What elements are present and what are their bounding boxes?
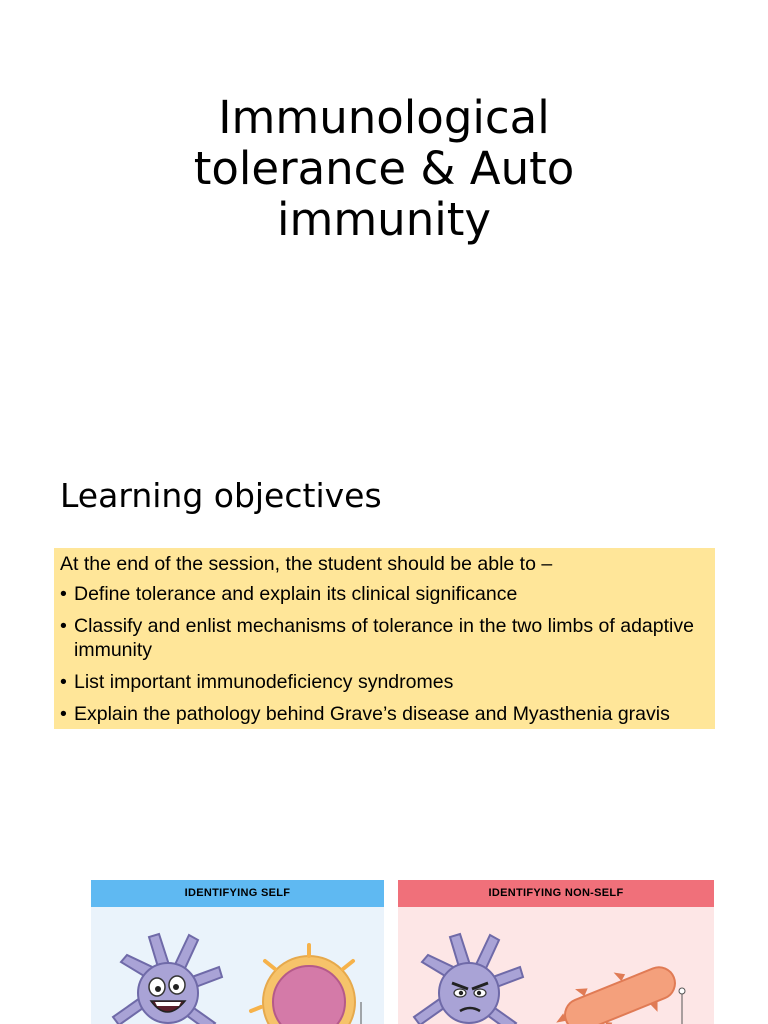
self-cell-icon <box>251 945 364 1024</box>
title-line: tolerance & Auto <box>193 142 575 196</box>
objectives-heading: Learning objectives <box>60 476 382 515</box>
title-line: immunity <box>277 193 491 247</box>
panel-header: IDENTIFYING NON-SELF <box>398 880 714 907</box>
non-self-illustration <box>398 907 714 1024</box>
objective-item: • Explain the pathology behind Grave’s disease and Myasthenia gravis <box>60 702 709 726</box>
title-line: Immunological <box>218 91 550 145</box>
slide-title <box>100 92 668 245</box>
objectives-list <box>60 582 709 726</box>
objective-item: • Define tolerance and explain its clinical significance <box>60 582 709 606</box>
identifying-non-self-panel <box>398 880 714 1024</box>
title-slide <box>0 0 768 430</box>
happy-immune-cell-icon <box>113 934 222 1024</box>
panel-header: IDENTIFYING SELF <box>91 880 384 907</box>
objectives-box <box>54 548 715 729</box>
objectives-intro: At the end of the session, the student should be able to – <box>60 553 553 575</box>
self-illustration <box>91 907 384 1024</box>
objective-item: • List important immunodeficiency syndromes <box>60 670 709 694</box>
bacterium-icon <box>547 952 685 1024</box>
objective-item: • Classify and enlist mechanisms of tolerance in the two limbs of adaptive immunity <box>60 614 709 662</box>
angry-immune-cell-icon <box>414 934 523 1024</box>
identifying-self-panel <box>91 880 384 1024</box>
